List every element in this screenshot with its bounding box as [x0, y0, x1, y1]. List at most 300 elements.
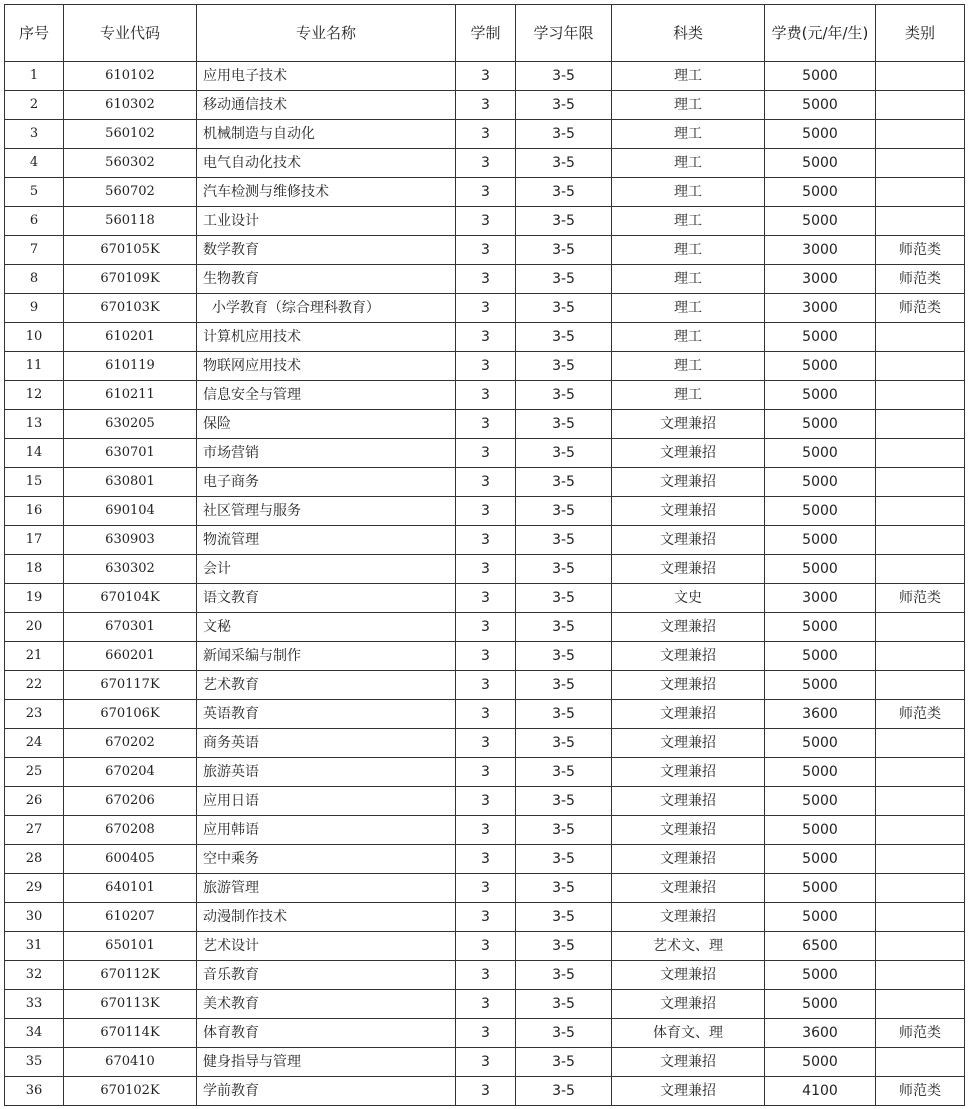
col-index-cell: 34 [5, 1019, 64, 1048]
col-type-cell: 师范类 [876, 700, 965, 729]
col-category-cell: 理工 [612, 381, 765, 410]
col-duration-cell: 3 [456, 758, 516, 787]
col-name-cell: 学前教育 [197, 1077, 456, 1106]
col-type-cell [876, 120, 965, 149]
col-duration-cell: 3 [456, 1019, 516, 1048]
col-fee-cell: 5000 [765, 555, 876, 584]
header-row [5, 5, 965, 62]
col-type-cell: 师范类 [876, 236, 965, 265]
col-name-cell: 物流管理 [197, 526, 456, 555]
table-row [5, 468, 965, 497]
col-duration-cell: 3 [456, 468, 516, 497]
col-duration-cell: 3 [456, 845, 516, 874]
col-duration-cell: 3 [456, 352, 516, 381]
col-code-cell: 560302 [64, 149, 197, 178]
col-type-cell [876, 642, 965, 671]
col-years-cell: 3-5 [516, 178, 612, 207]
col-name-cell: 应用电子技术 [197, 62, 456, 91]
col-duration-cell: 3 [456, 816, 516, 845]
col-duration-cell: 3 [456, 874, 516, 903]
col-fee-cell: 5000 [765, 120, 876, 149]
col-code-cell: 630701 [64, 439, 197, 468]
col-index-cell: 35 [5, 1048, 64, 1077]
table-row [5, 294, 965, 323]
col-index-cell: 10 [5, 323, 64, 352]
table-row [5, 642, 965, 671]
col-fee-cell: 5000 [765, 874, 876, 903]
col-index-cell: 28 [5, 845, 64, 874]
col-category-cell: 体育文、理 [612, 1019, 765, 1048]
col-category-cell: 艺术文、理 [612, 932, 765, 961]
col-code-cell: 670410 [64, 1048, 197, 1077]
col-index-cell: 32 [5, 961, 64, 990]
col-duration-cell: 3 [456, 178, 516, 207]
col-duration-cell: 3 [456, 120, 516, 149]
col-code-cell: 610201 [64, 323, 197, 352]
col-category-cell: 文理兼招 [612, 874, 765, 903]
header-col-index: 序号 [5, 5, 64, 62]
col-type-cell: 师范类 [876, 265, 965, 294]
col-index-cell: 3 [5, 120, 64, 149]
table-row [5, 1048, 965, 1077]
col-years-cell: 3-5 [516, 874, 612, 903]
table-row [5, 178, 965, 207]
col-type-cell [876, 816, 965, 845]
col-name-cell: 社区管理与服务 [197, 497, 456, 526]
col-code-cell: 600405 [64, 845, 197, 874]
col-category-cell: 文理兼招 [612, 1077, 765, 1106]
col-code-cell: 670206 [64, 787, 197, 816]
col-years-cell: 3-5 [516, 497, 612, 526]
col-index-cell: 5 [5, 178, 64, 207]
table-body [5, 62, 965, 1106]
col-code-cell: 630903 [64, 526, 197, 555]
col-type-cell [876, 91, 965, 120]
col-name-cell: 物联网应用技术 [197, 352, 456, 381]
col-index-cell: 33 [5, 990, 64, 1019]
col-category-cell: 理工 [612, 236, 765, 265]
col-type-cell [876, 410, 965, 439]
col-code-cell: 610211 [64, 381, 197, 410]
col-code-cell: 670105K [64, 236, 197, 265]
col-type-cell [876, 526, 965, 555]
col-fee-cell: 3000 [765, 584, 876, 613]
col-years-cell: 3-5 [516, 352, 612, 381]
col-name-cell: 汽车检测与维修技术 [197, 178, 456, 207]
col-years-cell: 3-5 [516, 613, 612, 642]
col-duration-cell: 3 [456, 555, 516, 584]
col-years-cell: 3-5 [516, 729, 612, 758]
table-row [5, 120, 965, 149]
col-category-cell: 文理兼招 [612, 816, 765, 845]
col-name-cell: 艺术教育 [197, 671, 456, 700]
col-code-cell: 660201 [64, 642, 197, 671]
col-duration-cell: 3 [456, 439, 516, 468]
col-years-cell: 3-5 [516, 207, 612, 236]
col-name-cell: 文秘 [197, 613, 456, 642]
col-name-cell: 空中乘务 [197, 845, 456, 874]
col-years-cell: 3-5 [516, 671, 612, 700]
table-row [5, 700, 965, 729]
col-duration-cell: 3 [456, 961, 516, 990]
col-code-cell: 610119 [64, 352, 197, 381]
col-code-cell: 630302 [64, 555, 197, 584]
col-category-cell: 文理兼招 [612, 1048, 765, 1077]
table-row [5, 352, 965, 381]
col-index-cell: 14 [5, 439, 64, 468]
col-years-cell: 3-5 [516, 526, 612, 555]
col-category-cell: 文理兼招 [612, 497, 765, 526]
col-index-cell: 15 [5, 468, 64, 497]
col-index-cell: 20 [5, 613, 64, 642]
col-duration-cell: 3 [456, 787, 516, 816]
col-index-cell: 26 [5, 787, 64, 816]
col-fee-cell: 5000 [765, 468, 876, 497]
table-row [5, 526, 965, 555]
col-fee-cell: 5000 [765, 613, 876, 642]
col-fee-cell: 5000 [765, 1048, 876, 1077]
col-duration-cell: 3 [456, 526, 516, 555]
col-name-cell: 音乐教育 [197, 961, 456, 990]
col-code-cell: 560118 [64, 207, 197, 236]
col-name-cell: 动漫制作技术 [197, 903, 456, 932]
col-name-cell: 商务英语 [197, 729, 456, 758]
table-row [5, 265, 965, 294]
col-name-cell: 健身指导与管理 [197, 1048, 456, 1077]
table-row [5, 410, 965, 439]
col-name-cell: 机械制造与自动化 [197, 120, 456, 149]
col-name-cell: 旅游管理 [197, 874, 456, 903]
col-years-cell: 3-5 [516, 236, 612, 265]
col-type-cell: 师范类 [876, 584, 965, 613]
table-row [5, 787, 965, 816]
col-name-cell: 生物教育 [197, 265, 456, 294]
col-index-cell: 13 [5, 410, 64, 439]
col-index-cell: 2 [5, 91, 64, 120]
col-index-cell: 29 [5, 874, 64, 903]
col-code-cell: 640101 [64, 874, 197, 903]
table-row [5, 729, 965, 758]
col-index-cell: 24 [5, 729, 64, 758]
table-row [5, 62, 965, 91]
col-category-cell: 理工 [612, 352, 765, 381]
col-type-cell [876, 1048, 965, 1077]
col-fee-cell: 5000 [765, 961, 876, 990]
col-fee-cell: 5000 [765, 787, 876, 816]
table-row [5, 671, 965, 700]
col-duration-cell: 3 [456, 149, 516, 178]
col-name-cell: 体育教育 [197, 1019, 456, 1048]
col-name-cell: 数学教育 [197, 236, 456, 265]
col-name-cell: 电气自动化技术 [197, 149, 456, 178]
col-index-cell: 9 [5, 294, 64, 323]
col-index-cell: 7 [5, 236, 64, 265]
col-type-cell [876, 874, 965, 903]
col-category-cell: 文理兼招 [612, 410, 765, 439]
col-category-cell: 理工 [612, 323, 765, 352]
col-name-cell: 新闻采编与制作 [197, 642, 456, 671]
col-type-cell [876, 352, 965, 381]
col-category-cell: 文史 [612, 584, 765, 613]
col-code-cell: 670301 [64, 613, 197, 642]
col-name-cell: 语文教育 [197, 584, 456, 613]
col-category-cell: 文理兼招 [612, 758, 765, 787]
col-index-cell: 12 [5, 381, 64, 410]
table-header [5, 5, 965, 62]
col-fee-cell: 5000 [765, 671, 876, 700]
col-years-cell: 3-5 [516, 758, 612, 787]
col-category-cell: 理工 [612, 149, 765, 178]
col-code-cell: 670113K [64, 990, 197, 1019]
col-years-cell: 3-5 [516, 265, 612, 294]
col-code-cell: 670112K [64, 961, 197, 990]
col-type-cell [876, 207, 965, 236]
col-code-cell: 670117K [64, 671, 197, 700]
col-code-cell: 630205 [64, 410, 197, 439]
col-type-cell [876, 758, 965, 787]
col-years-cell: 3-5 [516, 555, 612, 584]
col-index-cell: 31 [5, 932, 64, 961]
col-fee-cell: 5000 [765, 497, 876, 526]
col-years-cell: 3-5 [516, 845, 612, 874]
col-years-cell: 3-5 [516, 149, 612, 178]
col-code-cell: 650101 [64, 932, 197, 961]
col-years-cell: 3-5 [516, 1048, 612, 1077]
col-type-cell [876, 729, 965, 758]
col-category-cell: 文理兼招 [612, 555, 765, 584]
col-fee-cell: 5000 [765, 729, 876, 758]
col-fee-cell: 5000 [765, 526, 876, 555]
col-name-cell: 应用日语 [197, 787, 456, 816]
col-code-cell: 670208 [64, 816, 197, 845]
col-fee-cell: 5000 [765, 207, 876, 236]
col-fee-cell: 3000 [765, 294, 876, 323]
col-years-cell: 3-5 [516, 990, 612, 1019]
col-code-cell: 670204 [64, 758, 197, 787]
col-index-cell: 22 [5, 671, 64, 700]
col-years-cell: 3-5 [516, 294, 612, 323]
col-name-cell: 小学教育（综合理科教育） [197, 294, 456, 323]
col-type-cell: 师范类 [876, 1019, 965, 1048]
col-duration-cell: 3 [456, 642, 516, 671]
col-index-cell: 30 [5, 903, 64, 932]
table-row [5, 874, 965, 903]
col-fee-cell: 3600 [765, 1019, 876, 1048]
col-type-cell [876, 149, 965, 178]
col-type-cell: 师范类 [876, 294, 965, 323]
col-type-cell [876, 932, 965, 961]
col-name-cell: 电子商务 [197, 468, 456, 497]
col-code-cell: 670106K [64, 700, 197, 729]
header-col-years: 学习年限 [516, 5, 612, 62]
col-fee-cell: 4100 [765, 1077, 876, 1106]
col-type-cell [876, 178, 965, 207]
col-name-cell: 工业设计 [197, 207, 456, 236]
col-index-cell: 16 [5, 497, 64, 526]
col-duration-cell: 3 [456, 584, 516, 613]
col-fee-cell: 5000 [765, 758, 876, 787]
col-index-cell: 18 [5, 555, 64, 584]
col-duration-cell: 3 [456, 1077, 516, 1106]
col-years-cell: 3-5 [516, 961, 612, 990]
col-category-cell: 文理兼招 [612, 961, 765, 990]
col-index-cell: 4 [5, 149, 64, 178]
col-duration-cell: 3 [456, 1048, 516, 1077]
col-name-cell: 英语教育 [197, 700, 456, 729]
col-category-cell: 文理兼招 [612, 787, 765, 816]
col-category-cell: 文理兼招 [612, 845, 765, 874]
col-type-cell: 师范类 [876, 1077, 965, 1106]
header-col-category: 科类 [612, 5, 765, 62]
col-name-cell: 美术教育 [197, 990, 456, 1019]
col-type-cell [876, 613, 965, 642]
col-fee-cell: 5000 [765, 410, 876, 439]
col-years-cell: 3-5 [516, 903, 612, 932]
col-fee-cell: 5000 [765, 352, 876, 381]
col-code-cell: 670202 [64, 729, 197, 758]
col-years-cell: 3-5 [516, 642, 612, 671]
col-years-cell: 3-5 [516, 1077, 612, 1106]
table-row [5, 381, 965, 410]
col-type-cell [876, 381, 965, 410]
table-row [5, 236, 965, 265]
col-category-cell: 文理兼招 [612, 468, 765, 497]
col-name-cell: 市场营销 [197, 439, 456, 468]
table-row [5, 845, 965, 874]
header-col-code: 专业代码 [64, 5, 197, 62]
col-category-cell: 理工 [612, 120, 765, 149]
col-years-cell: 3-5 [516, 91, 612, 120]
col-index-cell: 19 [5, 584, 64, 613]
col-category-cell: 文理兼招 [612, 642, 765, 671]
col-name-cell: 旅游英语 [197, 758, 456, 787]
col-duration-cell: 3 [456, 700, 516, 729]
col-name-cell: 艺术设计 [197, 932, 456, 961]
col-fee-cell: 3600 [765, 700, 876, 729]
col-type-cell [876, 903, 965, 932]
table-row [5, 91, 965, 120]
col-index-cell: 25 [5, 758, 64, 787]
col-duration-cell: 3 [456, 381, 516, 410]
col-fee-cell: 5000 [765, 642, 876, 671]
col-code-cell: 670103K [64, 294, 197, 323]
col-years-cell: 3-5 [516, 700, 612, 729]
col-years-cell: 3-5 [516, 381, 612, 410]
table-row [5, 439, 965, 468]
col-index-cell: 21 [5, 642, 64, 671]
col-duration-cell: 3 [456, 62, 516, 91]
col-fee-cell: 5000 [765, 381, 876, 410]
col-years-cell: 3-5 [516, 62, 612, 91]
col-index-cell: 8 [5, 265, 64, 294]
col-duration-cell: 3 [456, 294, 516, 323]
col-fee-cell: 3000 [765, 236, 876, 265]
col-name-cell: 保险 [197, 410, 456, 439]
col-duration-cell: 3 [456, 265, 516, 294]
col-category-cell: 文理兼招 [612, 990, 765, 1019]
col-duration-cell: 3 [456, 932, 516, 961]
col-fee-cell: 5000 [765, 178, 876, 207]
col-index-cell: 6 [5, 207, 64, 236]
col-category-cell: 理工 [612, 178, 765, 207]
header-col-type: 类别 [876, 5, 965, 62]
col-years-cell: 3-5 [516, 816, 612, 845]
table-row [5, 207, 965, 236]
col-fee-cell: 5000 [765, 845, 876, 874]
col-index-cell: 11 [5, 352, 64, 381]
header-col-name: 专业名称 [197, 5, 456, 62]
col-category-cell: 文理兼招 [612, 700, 765, 729]
col-duration-cell: 3 [456, 236, 516, 265]
col-duration-cell: 3 [456, 91, 516, 120]
col-duration-cell: 3 [456, 903, 516, 932]
col-years-cell: 3-5 [516, 439, 612, 468]
col-index-cell: 17 [5, 526, 64, 555]
col-fee-cell: 6500 [765, 932, 876, 961]
col-years-cell: 3-5 [516, 323, 612, 352]
col-category-cell: 理工 [612, 294, 765, 323]
col-code-cell: 690104 [64, 497, 197, 526]
table-row [5, 961, 965, 990]
col-name-cell: 应用韩语 [197, 816, 456, 845]
table-row [5, 323, 965, 352]
table-row [5, 932, 965, 961]
col-duration-cell: 3 [456, 207, 516, 236]
col-name-cell: 会计 [197, 555, 456, 584]
col-type-cell [876, 555, 965, 584]
col-category-cell: 理工 [612, 207, 765, 236]
col-code-cell: 670109K [64, 265, 197, 294]
table-row [5, 1019, 965, 1048]
col-fee-cell: 5000 [765, 62, 876, 91]
col-category-cell: 理工 [612, 265, 765, 294]
col-type-cell [876, 468, 965, 497]
col-fee-cell: 5000 [765, 439, 876, 468]
table-row [5, 497, 965, 526]
col-code-cell: 670114K [64, 1019, 197, 1048]
col-years-cell: 3-5 [516, 584, 612, 613]
col-type-cell [876, 671, 965, 700]
table-row [5, 584, 965, 613]
col-code-cell: 610207 [64, 903, 197, 932]
col-category-cell: 文理兼招 [612, 526, 765, 555]
col-index-cell: 23 [5, 700, 64, 729]
col-fee-cell: 5000 [765, 149, 876, 178]
col-name-cell: 移动通信技术 [197, 91, 456, 120]
col-years-cell: 3-5 [516, 120, 612, 149]
col-fee-cell: 5000 [765, 91, 876, 120]
col-type-cell [876, 787, 965, 816]
col-code-cell: 670102K [64, 1077, 197, 1106]
header-col-fee: 学费(元/年/生) [765, 5, 876, 62]
table-row [5, 816, 965, 845]
col-years-cell: 3-5 [516, 1019, 612, 1048]
col-name-cell: 计算机应用技术 [197, 323, 456, 352]
col-type-cell [876, 961, 965, 990]
table-row [5, 990, 965, 1019]
col-fee-cell: 3000 [765, 265, 876, 294]
col-category-cell: 文理兼招 [612, 729, 765, 758]
majors-table [4, 4, 965, 1106]
col-category-cell: 文理兼招 [612, 439, 765, 468]
col-duration-cell: 3 [456, 410, 516, 439]
col-duration-cell: 3 [456, 323, 516, 352]
col-category-cell: 理工 [612, 91, 765, 120]
table-row [5, 758, 965, 787]
col-type-cell [876, 62, 965, 91]
col-fee-cell: 5000 [765, 323, 876, 352]
col-category-cell: 文理兼招 [612, 903, 765, 932]
